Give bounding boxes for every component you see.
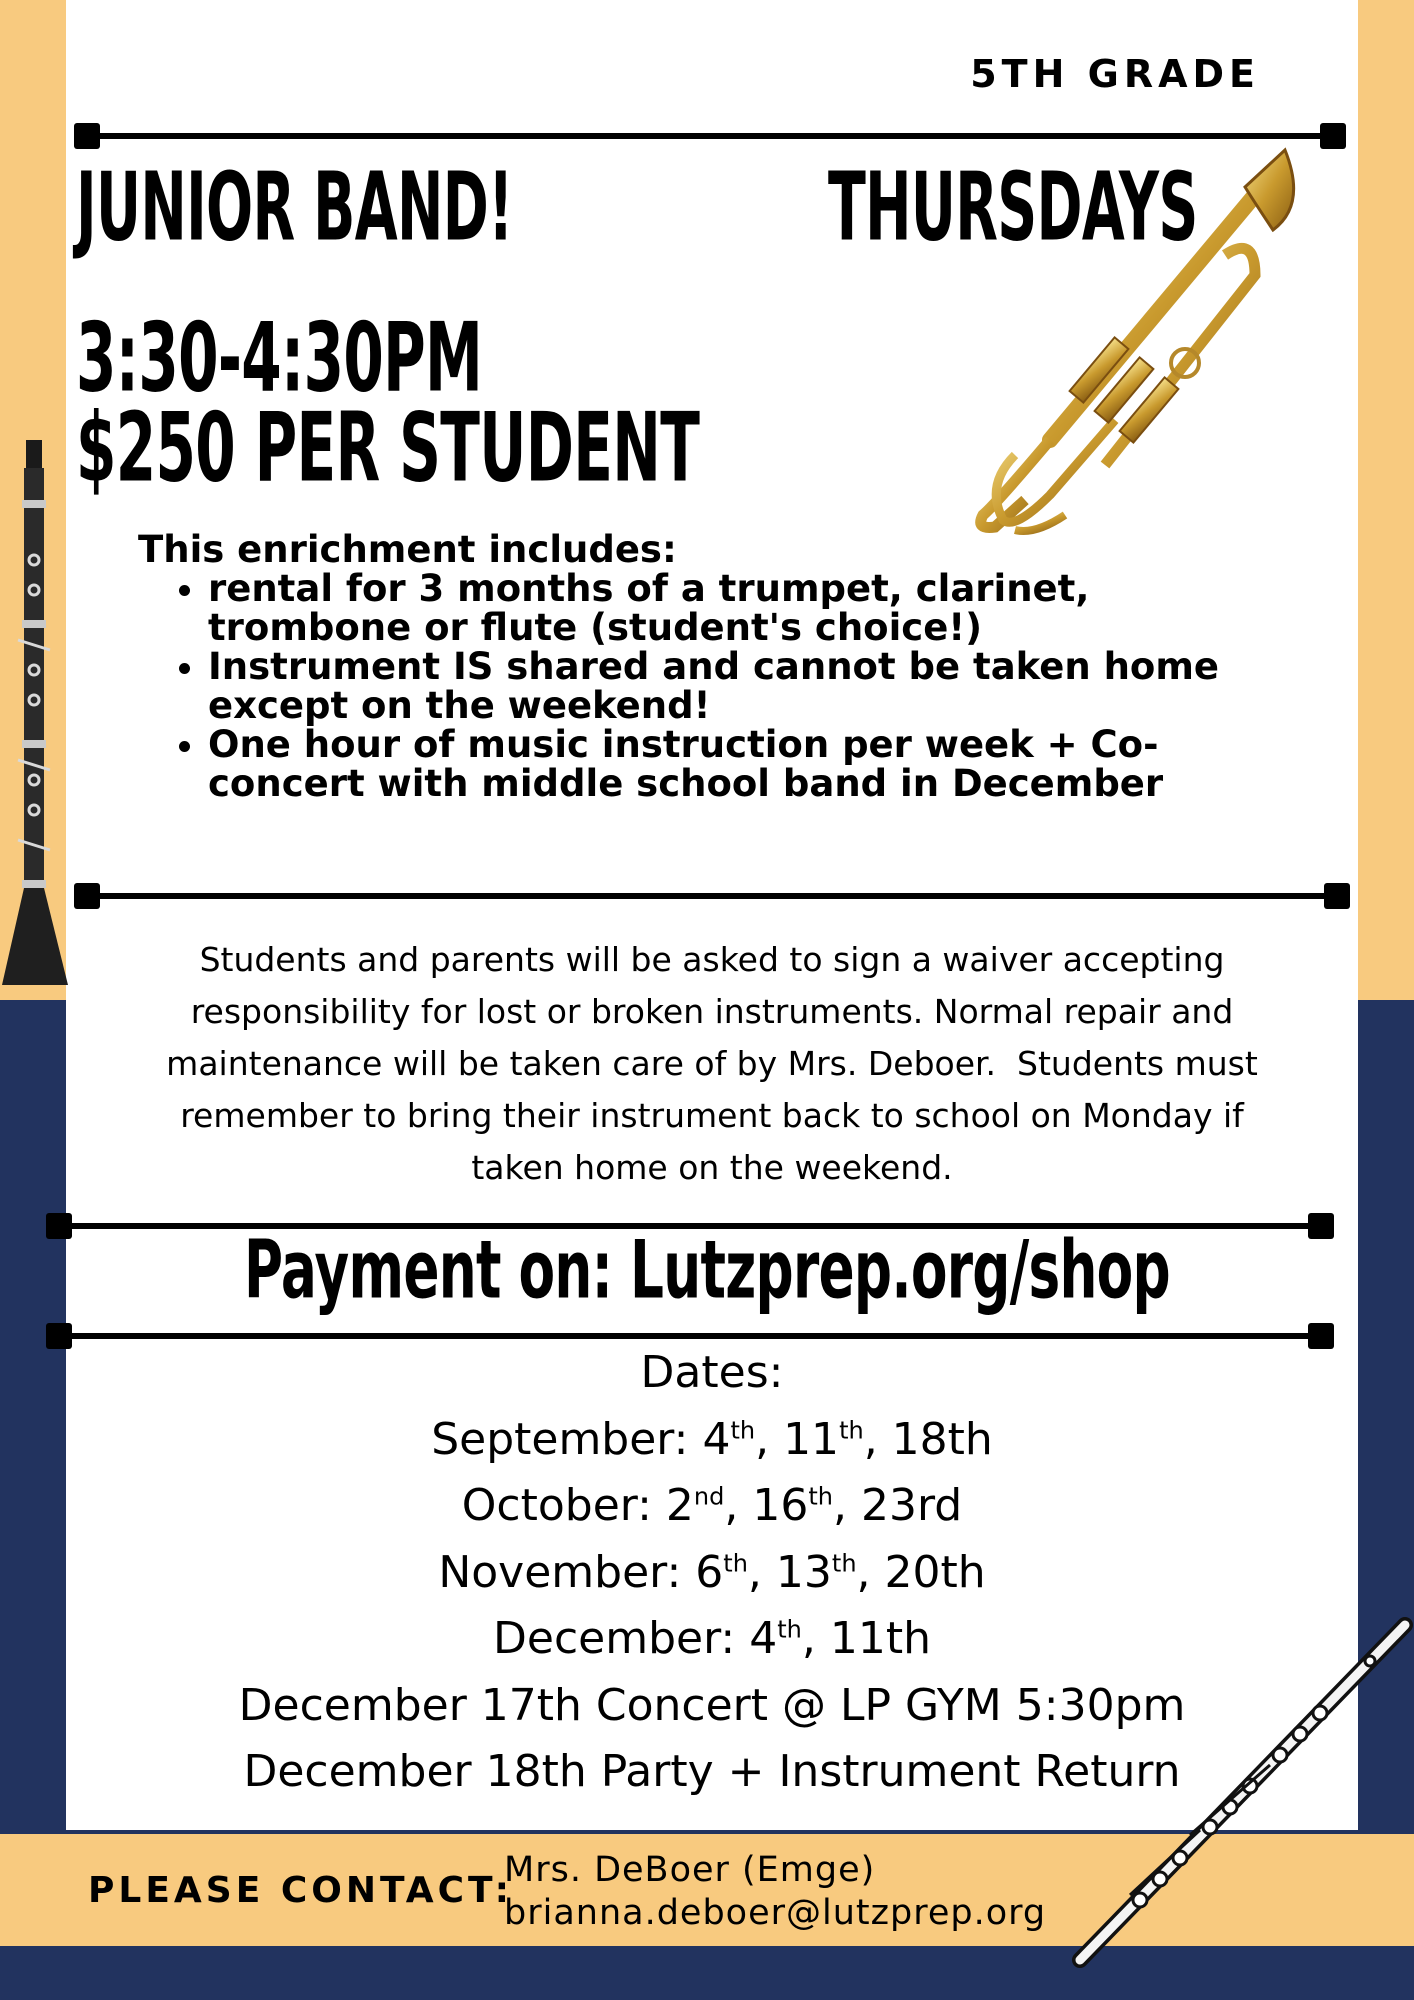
list-item: • One hour of music instruction per week + Co-concert with middle school band in December: [208, 725, 1288, 803]
dates-december: December: 4th, 11th: [493, 1613, 931, 1664]
day-label: THURSDAYS: [828, 152, 1198, 262]
clarinet-illustration: [2, 440, 74, 990]
includes-list: [138, 569, 1288, 803]
payment-link[interactable]: Payment on: Lutzprep.org/shop: [244, 1224, 1170, 1317]
waiver-line: remember to bring their instrument back to school on Monday if: [180, 1096, 1244, 1135]
waiver-line: responsibility for lost or broken instruments. Normal repair and: [190, 992, 1234, 1031]
dates-november: November: 6th, 13th, 20th: [438, 1546, 986, 1598]
contact-name: Mrs. DeBoer (Emge): [504, 1850, 876, 1890]
title: JUNIOR BAND!: [76, 152, 513, 262]
includes-section: [138, 530, 1288, 803]
divider-middle: [80, 893, 1344, 899]
dates-october: October: 2nd, 16th, 23rd: [461, 1480, 963, 1531]
list-item: • Instrument IS shared and cannot be taken home except on the weekend!: [208, 647, 1288, 725]
waiver-line: maintenance will be taken care of by Mrs. Deboer. Students must: [166, 1044, 1258, 1083]
divider-payment-bottom: [52, 1333, 1328, 1339]
dates-heading: Dates:: [640, 1347, 784, 1398]
price-label: $250 PER STUDENT: [76, 392, 700, 504]
waiver-line: Students and parents will be asked to sign a waiver accepting: [199, 940, 1225, 979]
dates-party: December 18th Party + Instrument Return: [243, 1746, 1181, 1797]
grade-label: 5TH GRADE: [970, 52, 1260, 96]
contact-email-link[interactable]: brianna.deboer@lutzprep.org: [504, 1893, 1047, 1933]
includes-heading: This enrichment includes:: [138, 528, 677, 571]
contact-label: PLEASE CONTACT:: [88, 1870, 514, 1911]
waiver-paragraph: [66, 934, 1358, 1194]
trumpet-illustration: [955, 135, 1340, 545]
time-label: 3:30-4:30PM: [76, 302, 483, 414]
dates-concert: December 17th Concert @ LP GYM 5:30pm: [238, 1679, 1186, 1731]
list-item: • rental for 3 months of a trumpet, clarinet, trombone or flute (student's choice!): [208, 569, 1288, 647]
dates-september: September: 4th, 11th, 18th: [431, 1413, 993, 1465]
waiver-line: taken home on the weekend.: [471, 1148, 953, 1187]
dates-section: [66, 1340, 1358, 1806]
